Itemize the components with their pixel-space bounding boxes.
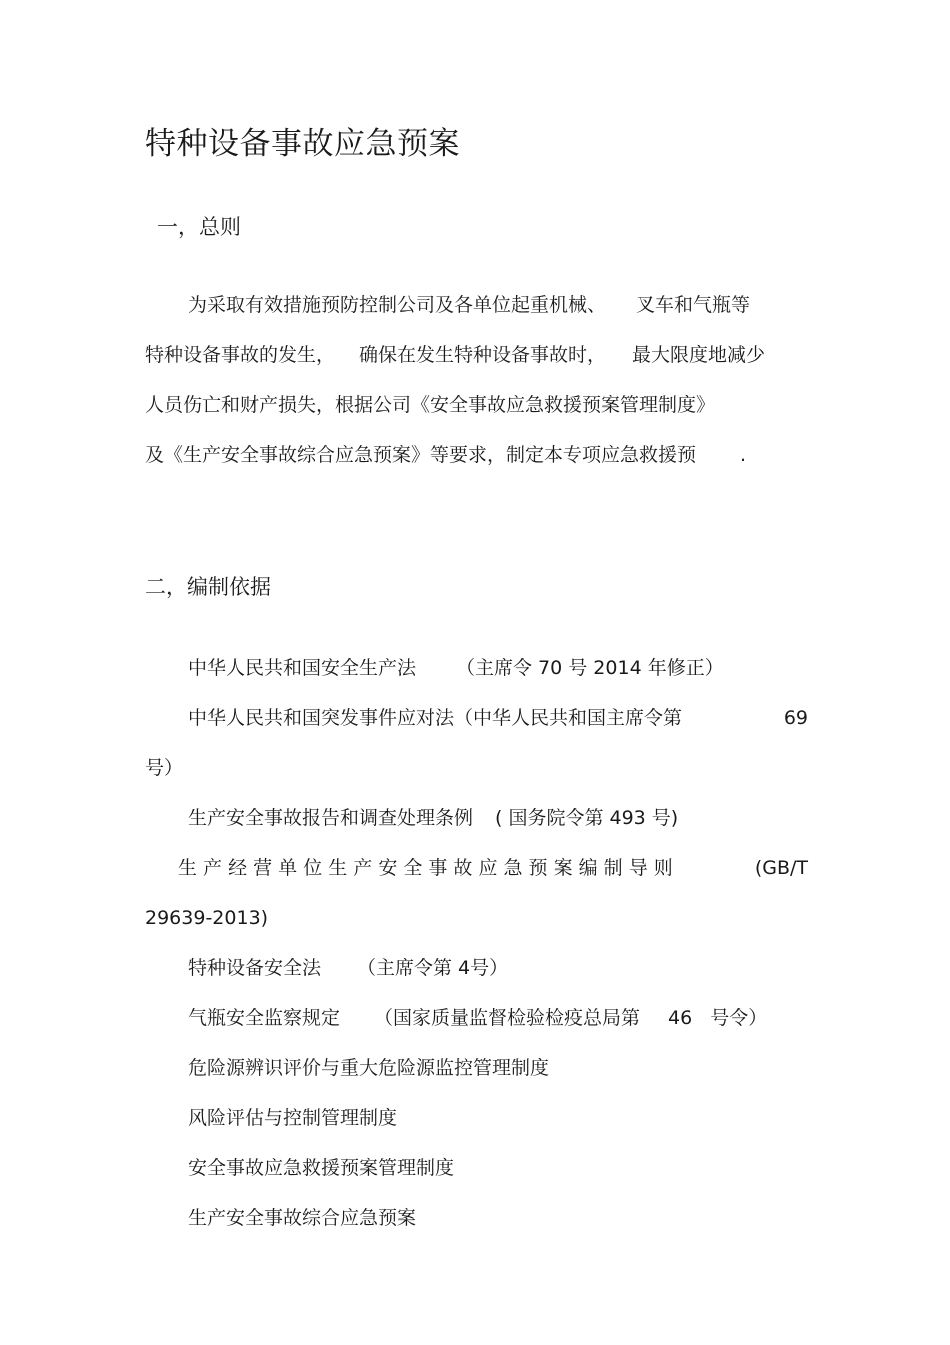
text-segment: 69 xyxy=(783,707,808,729)
text-segment: 确保在发生特种设备事故时， xyxy=(359,344,607,366)
list-item xyxy=(145,755,183,781)
list-item xyxy=(188,1005,767,1031)
text-segment: 号） xyxy=(145,757,184,779)
text-segment: 及《生产安全事故综合应急预案》等要求，制定本专项应急救援预 xyxy=(145,444,697,466)
paragraph-line-4 xyxy=(145,442,746,468)
text-segment: 叉车和气瓶等 xyxy=(636,294,751,316)
text-segment: （主席令第 4号） xyxy=(357,957,509,979)
list-item xyxy=(145,905,268,931)
text-segment: 29639-2013) xyxy=(145,907,269,929)
list-item: 安全事故应急救援预案管理制度 xyxy=(188,1157,455,1179)
text-segment: 为采取有效措施预防控制公司及各单位起重机械、 xyxy=(188,294,607,316)
text-segment: 中华人民共和国安全生产法 xyxy=(188,657,417,679)
text-segment: （国家质量监督检验检疫总局第 xyxy=(374,1007,641,1029)
text-segment: ( 国务院令第 493 号) xyxy=(495,807,679,829)
text-segment: 生产安全事故报告和调查处理条例 xyxy=(188,807,474,829)
text-segment: （主席令 70 号 2014 年修正） xyxy=(456,657,724,679)
text-segment: 中华人民共和国突发事件应对法（中华人民共和国主席令第 xyxy=(188,707,683,729)
text-segment: 最大限度地减少 xyxy=(632,344,766,366)
list-item xyxy=(188,805,678,831)
section-heading-basis: 二，编制依据 xyxy=(145,575,271,599)
document-title: 特种设备事故应急预案 xyxy=(145,126,460,162)
list-item: 风险评估与控制管理制度 xyxy=(188,1107,398,1129)
list-item: 危险源辨识评价与重大危险源监控管理制度 xyxy=(188,1057,550,1079)
text-segment: 46 xyxy=(668,1007,693,1029)
list-item xyxy=(188,655,724,681)
section-heading-general: 一，总则 xyxy=(157,215,241,239)
paragraph-line-1 xyxy=(188,292,750,318)
text-segment: 号令） xyxy=(710,1007,768,1029)
list-item xyxy=(178,855,808,881)
text-segment: 生 产 经 营 单 位 生 产 安 全 事 故 应 急 预 案 编 制 导 则 xyxy=(178,857,673,879)
text-segment: 气瓶安全监察规定 xyxy=(188,1007,341,1029)
text-segment: 特种设备事故的发生， xyxy=(145,344,336,366)
text-segment: 人员伤亡和财产损失，根据公司《安全事故应急救援预案管理制度》 xyxy=(145,394,716,416)
text-segment: . xyxy=(740,444,747,466)
list-item xyxy=(188,705,808,731)
text-segment: (GB/T xyxy=(754,857,808,879)
paragraph-line-2 xyxy=(145,342,765,368)
paragraph-line-3 xyxy=(145,392,715,418)
list-item xyxy=(188,955,508,981)
text-segment: 特种设备安全法 xyxy=(188,957,322,979)
list-item: 生产安全事故综合应急预案 xyxy=(188,1207,417,1229)
